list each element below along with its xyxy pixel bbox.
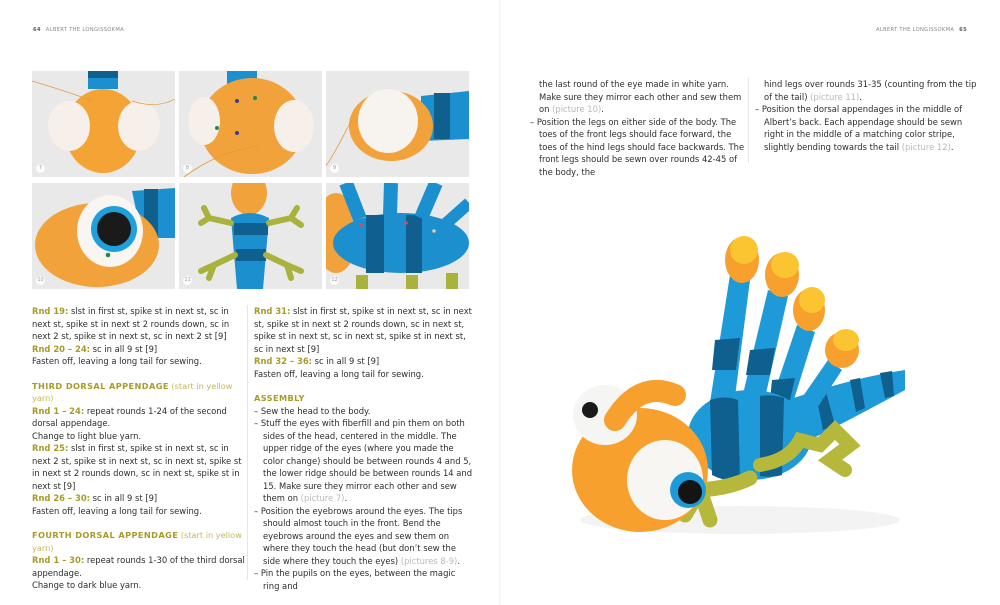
section-heading-fourth-dorsal: FOURTH DORSAL APPENDAGE (start in yellow yarn) (32, 530, 242, 553)
fasten-off-note: Fasten off, leaving a long tail for sewing. (32, 505, 202, 516)
photo-number-9: 9 (330, 164, 339, 173)
assembly-step-4-continued: the last round of the eye made in white yarn. Make sure they mirror each other and sew them on (picture 10). (539, 79, 742, 114)
assembly-step-6: – Position the dorsal appendages in the middle of Albert’s back. Each appendage should be sewn right in the middle of a matching color stripe, slightly bending towards the tail (picture 12). (755, 104, 963, 152)
running-head-title-left: ALBERT THE LONGISSOKMA (45, 27, 125, 33)
running-head-left (30, 27, 124, 33)
assembly-column-4 (748, 78, 978, 163)
running-head-right (876, 27, 970, 33)
round-26-30-instruction: Rnd 26 – 30: sc in all 9 st [9] (32, 493, 158, 503)
fasten-off-note: Fasten off, leaving a long tail for sewing. (254, 368, 424, 379)
assembly-step-5-continued: hind legs over rounds 31-35 (counting from the tip of the tail) (picture 11). (764, 79, 977, 102)
round-31-instruction: Rnd 31: slst in first st, spike st in next st, sc in next st, spike st in next st 2 rounds down, sc in next st, spike st in next st, sc in next st, spike st in next st, sc in next st [9] (254, 306, 472, 354)
photo-number-12: 12 (331, 277, 338, 283)
book-spine (499, 0, 501, 605)
pattern-column-1 (32, 305, 247, 592)
assembly-step-3: – Position the eyebrows around the eyes. The tips should almost touch in the front. Bend the eyebrows around the eyes and sew them on where they touch the head (but don’t sew the side where they touch the eyes) (pictures 8-9). (254, 505, 463, 566)
assembly-step-2: – Stuff the eyes with fiberfill and pin them on both sides of the head, centered in the middle. The upper ridge of the eyes (where you made the color change) should be between rounds 4 and 5, the lower ridge should be between rounds 14 and 15. Make sure they mirror each other and sew them on (picture 7). (254, 418, 473, 503)
photo-number-8: 8 (183, 164, 192, 173)
fasten-off-note: Fasten off, leaving a long tail for sewing. (32, 356, 202, 366)
round-1-30-instruction: Rnd 1 – 30: repeat rounds 1-30 of the third dorsal appendage. (32, 555, 245, 578)
picture-reference: (pictures 8-9) (400, 555, 458, 566)
photo-number-7: 7 (36, 164, 45, 173)
step-photo-grid (32, 71, 469, 290)
step-photo-8 (179, 71, 322, 177)
step-photo-7 (32, 71, 175, 177)
round-1-24-instruction: Rnd 1 – 24: repeat rounds 1-24 of the second dorsal appendage. (32, 405, 227, 428)
step-photo-9 (326, 71, 469, 177)
round-20-24-instruction: Rnd 20 – 24: sc in all 9 st [9] (32, 343, 158, 354)
section-heading-assembly: ASSEMBLY (254, 393, 305, 403)
picture-reference: (picture 12) (901, 141, 951, 152)
page-number-left: 64 (33, 27, 41, 33)
finished-toy-photo (560, 220, 910, 550)
photo-number-10: 10 (37, 277, 44, 283)
color-change-note: Change to light blue yarn. (32, 430, 142, 441)
picture-reference: (picture 7) (300, 493, 345, 503)
section-heading-third-dorsal: THIRD DORSAL APPENDAGE (start in yellow yarn) (32, 380, 233, 403)
assembly-step-1: – Sew the head to the body. (254, 405, 371, 416)
page-number-right: 65 (959, 27, 967, 33)
color-change-note: Change to dark blue yarn. (32, 580, 142, 590)
running-head-title-right: ALBERT THE LONGISSOKMA (875, 27, 955, 33)
picture-reference: (picture 11) (810, 91, 860, 102)
assembly-column-3 (530, 78, 748, 178)
picture-reference: (picture 10) (552, 104, 602, 114)
assembly-step-5: – Position the legs on either side of the body. The toes of the front legs should face forward, the toes of the hind legs should face backwards. The front legs should be sewn over rounds 42-45 of the body, the (530, 116, 745, 177)
step-photo-12 (326, 183, 469, 289)
round-label: Rnd 20 – 24: (32, 343, 90, 354)
photo-number-11: 11 (184, 277, 191, 283)
step-photo-11 (179, 183, 322, 289)
assembly-step-4: – Pin the pupils on the eyes, between the magic ring and (254, 568, 456, 591)
round-19-instruction: Rnd 19: slst in first st, spike st in next st, sc in next st, spike st in next st 2 rounds down, sc in next 2 st, spike st in next st, sc in next 2 st [9] (32, 306, 230, 341)
round-25-instruction: Rnd 25: slst in first st, spike st in next st, sc in next 2 st, spike st in next st, sc in next st, spike st in next st 2 rounds down, sc in next st, spike st in next st [9] (32, 443, 242, 491)
pattern-column-2 (247, 305, 473, 591)
round-label: Rnd 19: (32, 306, 69, 316)
step-photo-10 (32, 183, 175, 289)
round-32-36-instruction: Rnd 32 – 36: sc in all 9 st [9] (254, 356, 380, 366)
